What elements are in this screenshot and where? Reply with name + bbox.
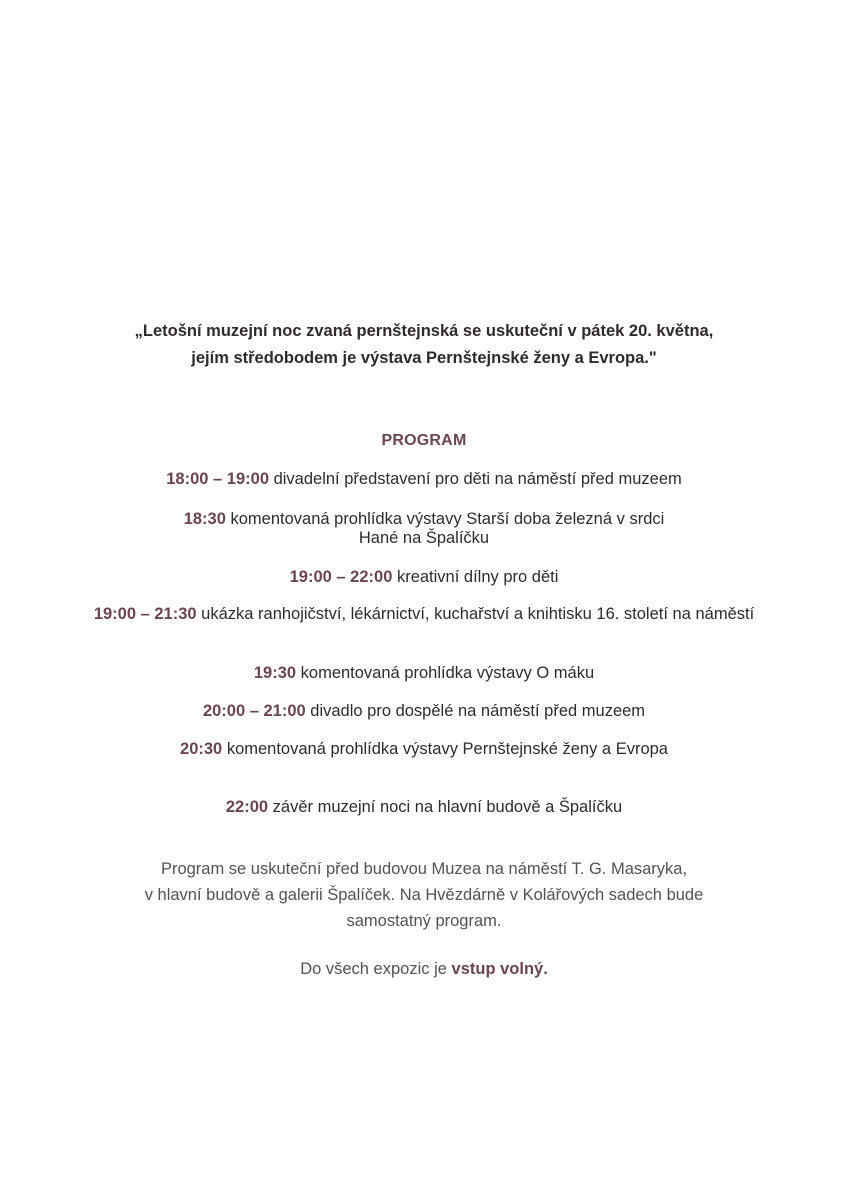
program-item xyxy=(90,470,758,489)
program-item-text: divadlo pro dospělé na náměstí před muzeem xyxy=(305,702,646,720)
entry-info xyxy=(0,960,848,979)
program-item xyxy=(90,798,758,817)
program-item xyxy=(90,605,758,624)
program-item-text: ukázka ranhojičství, lékárnictví, kuchařství a knihtisku 16. století na náměstí xyxy=(196,605,755,623)
intro-quote-line-1: „Letošní muzejní noc zvaná pernštejnská se uskuteční v pátek 20. května, xyxy=(134,322,714,340)
program-item-text: kreativní dílny pro děti xyxy=(392,568,559,586)
venue-note xyxy=(0,856,848,934)
program-item-text: komentovaná prohlídka výstavy Starší doba železná v srdci Hané na Špalíčku xyxy=(225,510,665,547)
program-item-time: 22:00 xyxy=(225,798,269,816)
program-item-time: 20:30 xyxy=(180,740,223,758)
program-item-text: divadelní představení pro děti na náměstí před muzeem xyxy=(269,470,682,488)
program-item xyxy=(90,702,758,721)
program-item-time: 19:00 – 21:30 xyxy=(93,605,197,623)
entry-info-free: vstup volný. xyxy=(451,960,548,978)
venue-note-line-2: v hlavní budově a galerii Špalíček. Na Hvězdárně v Kolářových sadech bude xyxy=(144,886,704,904)
program-item-time: 19:00 – 22:00 xyxy=(289,568,393,586)
intro-quote-line-2: jejím středobodem je výstava Pernštejnské ženy a Evropa." xyxy=(191,349,657,367)
program-item-text: komentovaná prohlídka výstavy O máku xyxy=(296,664,595,682)
program-item-time: 19:30 xyxy=(253,664,297,682)
venue-note-line-1: Program se uskuteční před budovou Muzea na náměstí T. G. Masaryka, xyxy=(160,860,688,878)
program-item-text: komentovaná prohlídka výstavy Pernštejnské ženy a Evropa xyxy=(222,740,668,758)
intro-quote xyxy=(0,318,848,372)
program-heading: PROGRAM xyxy=(381,432,467,449)
program-item-time: 18:00 – 19:00 xyxy=(166,470,269,488)
venue-note-line-3: samostatný program. xyxy=(346,912,502,930)
program-item-time: 18:30 xyxy=(183,510,226,528)
program-item xyxy=(90,664,758,683)
program-item xyxy=(90,568,758,587)
program-item-time: 20:00 – 21:00 xyxy=(202,702,306,720)
program-item-text: závěr muzejní noci na hlavní budově a Špalíčku xyxy=(268,798,623,816)
program-item xyxy=(90,740,758,759)
entry-info-prefix: Do všech expozic je xyxy=(300,960,452,978)
program-item xyxy=(90,510,758,548)
